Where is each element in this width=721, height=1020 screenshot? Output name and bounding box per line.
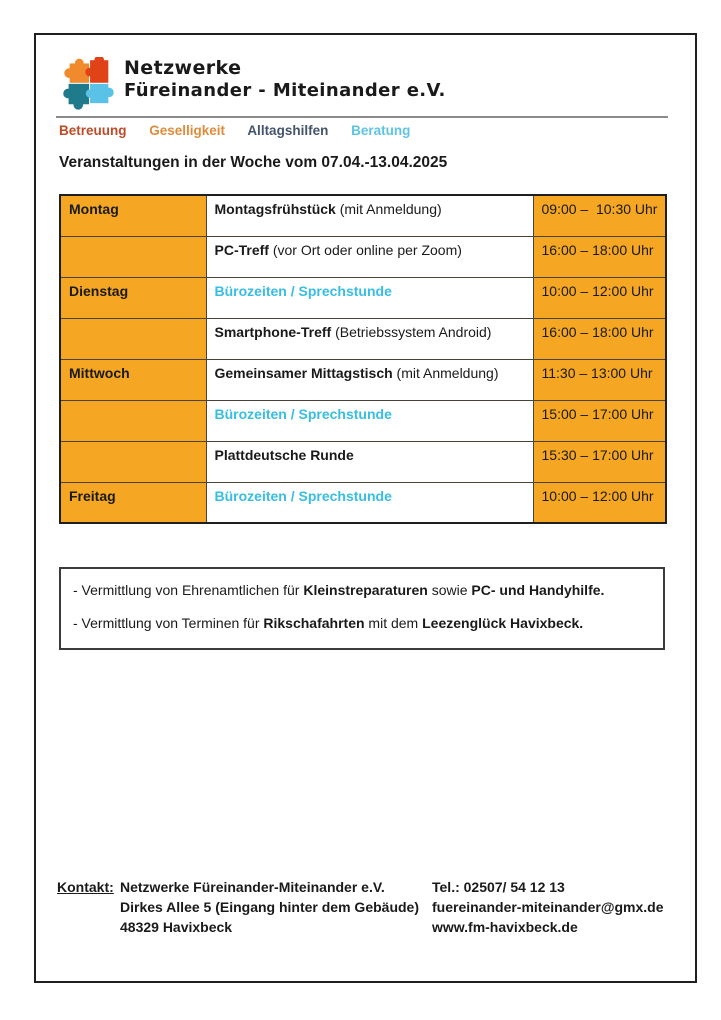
- event-note: (mit Anmeldung): [392, 364, 499, 381]
- info-text-bold: PC- und Handyhilfe.: [471, 582, 605, 598]
- event-cell: [206, 195, 533, 236]
- event-name: Bürozeiten / Sprechstunde: [214, 282, 392, 299]
- info-line: [73, 582, 651, 598]
- time-cell: 15:00 – 17:00 Uhr: [533, 400, 666, 441]
- event-name: Montagsfrühstück: [214, 201, 336, 217]
- table-row: [60, 482, 666, 523]
- info-text: - Vermittlung von Ehrenamtlichen für: [73, 582, 304, 598]
- event-name: Plattdeutsche Runde: [214, 446, 354, 463]
- contact-city-line: 48329 Havixbeck: [120, 919, 233, 935]
- document-page: [34, 33, 697, 983]
- info-text: sowie: [427, 582, 472, 598]
- table-row: [60, 236, 666, 277]
- event-note: (Betriebssystem Android): [331, 323, 492, 340]
- category-nav: [59, 123, 429, 138]
- day-cell: [60, 441, 206, 482]
- event-name: Bürozeiten / Sprechstunde: [214, 405, 392, 422]
- event-cell: [206, 277, 533, 318]
- day-cell: Dienstag: [60, 277, 206, 318]
- time-cell: 15:30 – 17:00 Uhr: [533, 441, 666, 482]
- event-note: (vor Ort oder online per Zoom): [268, 241, 462, 258]
- event-name: PC-Treff: [214, 241, 269, 258]
- info-text: mit dem: [364, 615, 423, 631]
- day-cell: [60, 236, 206, 277]
- contact-street-line: Dirkes Allee 5 (Eingang hinter dem Gebäude): [120, 899, 419, 915]
- contact-address: [120, 877, 420, 937]
- info-text: - Vermittlung von Terminen für: [73, 615, 264, 631]
- nav-item-geselligkeit: Geselligkeit: [149, 123, 226, 138]
- org-name-line1: Netzwerke: [124, 57, 242, 79]
- event-cell: [206, 359, 533, 400]
- table-row: [60, 359, 666, 400]
- contact-label: Kontakt:: [57, 879, 114, 895]
- page-title: Veranstaltungen in der Woche vom 07.04.-13.04.2025: [59, 154, 448, 171]
- time-cell: 16:00 – 18:00 Uhr: [533, 318, 666, 359]
- nav-item-betreuung: Betreuung: [59, 123, 127, 138]
- day-cell: [60, 318, 206, 359]
- time-cell: 16:00 – 18:00 Uhr: [533, 236, 666, 277]
- table-row: [60, 441, 666, 482]
- event-cell: [206, 236, 533, 277]
- contact-org-line: Netzwerke Füreinander-Miteinander e.V.: [120, 879, 385, 895]
- info-text-bold: Leezenglück Havixbeck.: [422, 615, 584, 631]
- nav-item-alltagshilfen: Alltagshilfen: [247, 123, 329, 138]
- header-divider: [56, 116, 668, 118]
- event-cell: [206, 482, 533, 523]
- nav-item-beratung: Beratung: [351, 123, 411, 138]
- puzzle-logo-icon: [62, 57, 116, 115]
- event-cell: [206, 441, 533, 482]
- org-name: [124, 57, 446, 101]
- table-row: [60, 277, 666, 318]
- table-row: [60, 318, 666, 359]
- info-text-bold: Kleinstreparaturen: [303, 582, 428, 598]
- contact-details: [432, 877, 692, 937]
- services-info-box: [59, 567, 665, 650]
- table-row: [60, 400, 666, 441]
- event-note: (mit Anmeldung): [335, 201, 442, 217]
- schedule-table: [59, 194, 667, 524]
- day-cell: [60, 400, 206, 441]
- time-cell: 11:30 – 13:00 Uhr: [533, 359, 666, 400]
- time-cell: 10:00 – 12:00 Uhr: [533, 482, 666, 523]
- event-name: Gemeinsamer Mittagstisch: [214, 364, 393, 381]
- event-cell: [206, 400, 533, 441]
- contact-phone: Tel.: 02507/ 54 12 13: [432, 879, 565, 895]
- event-name: Bürozeiten / Sprechstunde: [214, 487, 392, 504]
- day-cell: Montag: [60, 195, 206, 236]
- day-cell: Mittwoch: [60, 359, 206, 400]
- info-text-bold: Rikschafahrten: [263, 615, 365, 631]
- time-cell: 09:00 – 10:30 Uhr: [533, 195, 666, 236]
- time-cell: 10:00 – 12:00 Uhr: [533, 277, 666, 318]
- event-cell: [206, 318, 533, 359]
- contact-website: www.fm-havixbeck.de: [432, 919, 578, 935]
- day-cell: Freitag: [60, 482, 206, 523]
- table-row: [60, 195, 666, 236]
- contact-email: fuereinander-miteinander@gmx.de: [432, 899, 664, 915]
- info-line: [73, 615, 651, 631]
- org-name-line2: Füreinander - Miteinander e.V.: [124, 79, 446, 101]
- event-name: Smartphone-Treff: [214, 323, 332, 340]
